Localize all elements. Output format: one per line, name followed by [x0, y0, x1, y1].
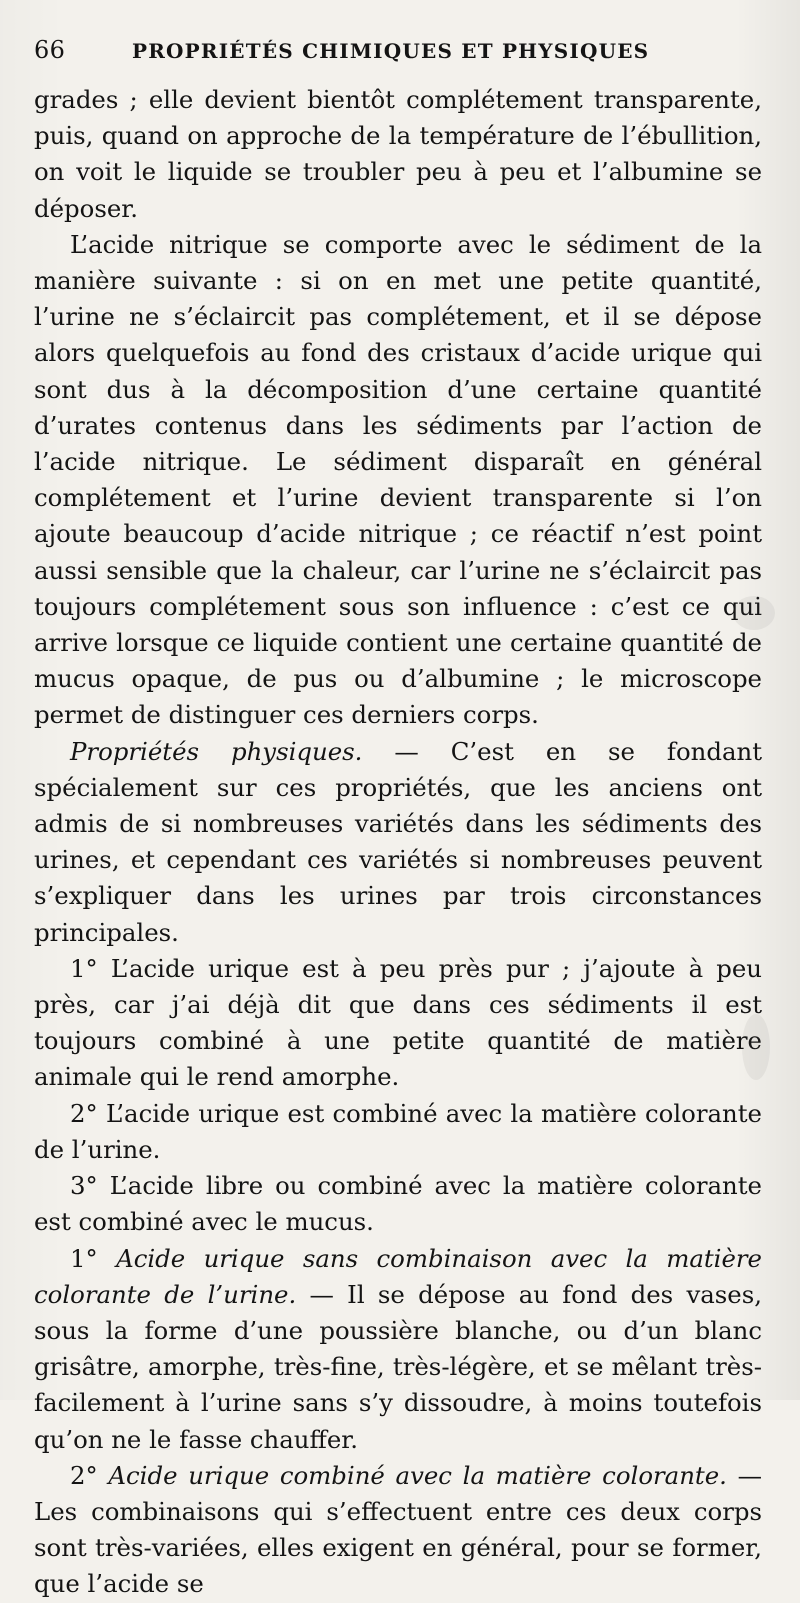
paragraph-nitric-acid	[34, 227, 762, 734]
paragraph-uric-acid-without-combination	[34, 1241, 762, 1458]
running-header	[34, 36, 762, 82]
list-item-second-circumstance	[34, 1096, 762, 1168]
paragraph-physical-properties	[34, 734, 762, 951]
page-number: 66	[34, 36, 66, 64]
paragraph-text: 1° L’acide urique est à peu près pur ; j’ajoute à peu près, car j’ai déjà dit que dans ces sédiments il est toujours combiné à une petite quantité de matière animale qui le rend amorphe.	[34, 953, 762, 1092]
paragraph-uric-acid-with-colorant	[34, 1458, 762, 1603]
section-heading: Acide urique combiné avec la matière colorante.	[108, 1460, 727, 1490]
section-heading: Acide urique sans combinaison avec la matière colorante de l’urine.	[34, 1243, 762, 1309]
paragraph-continuation	[34, 82, 762, 227]
item-number: 1°	[70, 1243, 117, 1273]
page-body	[34, 82, 762, 1603]
paragraph-text: 3° L’acide libre ou combiné avec la matière colorante est combiné avec le mucus.	[34, 1171, 762, 1237]
item-number: 2°	[70, 1460, 109, 1490]
running-title: PROPRIÉTÉS CHIMIQUES ET PHYSIQUES	[132, 39, 650, 63]
paragraph-text: grades ; elle devient bientôt complétement transparente, puis, quand on approche de la température de l’ébullition, on voit le liquide se troubler peu à peu et l’albumine se déposer.	[34, 85, 762, 223]
paragraph-text: — C’est en se fondant spécialement sur ces propriétés, que les anciens ont admis de si nombreuses variétés dans les sédiments des urines, et cependant ces variétés si nombreuses peuvent s’expliquer dans les urines par trois circonstances principales.	[34, 736, 762, 947]
paragraph-text: — Les combinaisons qui s’effectuent entre ces deux corps sont très-variées, elles exigent en général, pour se former, que l’acide se	[34, 1460, 762, 1599]
list-item-third-circumstance	[34, 1168, 762, 1240]
list-item-first-circumstance	[34, 951, 762, 1096]
paper-stain	[742, 1014, 770, 1080]
section-heading: Propriétés physiques.	[70, 736, 363, 766]
paragraph-text: — Il se dépose au fond des vases, sous la forme d’une poussière blanche, ou d’un blanc grisâtre, amorphe, très-fine, très-légère, et se mêlant très-facilement à l’urine sans s’y dissoudre, à moins toutefois qu’on ne le fasse chauffer.	[34, 1279, 762, 1454]
paragraph-text: 2° L’acide urique est combiné avec la matière colorante de l’urine.	[34, 1098, 762, 1164]
paper-stain	[733, 596, 775, 630]
paragraph-text: L’acide nitrique se comporte avec le sédiment de la manière suivante : si on en met une petite quantité, l’urine ne s’éclaircit pas complétement, et il se dépose alors quelquefois au fond des cristaux d’acide urique qui sont dus à la décomposition d’une certaine quantité d’urates contenus dans les sédiments par l’action de l’acide nitrique. Le sédiment disparaît en général complétement et l’urine devient transparente si l’on ajoute beaucoup d’acide nitrique ; ce réactif n’est point aussi sensible que la chaleur, car l’urine ne s’éclaircit pas toujours complétement sous son influence : c’est ce qui arrive lorsque ce liquide contient une certaine quantité de mucus opaque, de pus ou d’albumine ; le microscope permet de distinguer ces derniers corps.	[34, 229, 762, 730]
